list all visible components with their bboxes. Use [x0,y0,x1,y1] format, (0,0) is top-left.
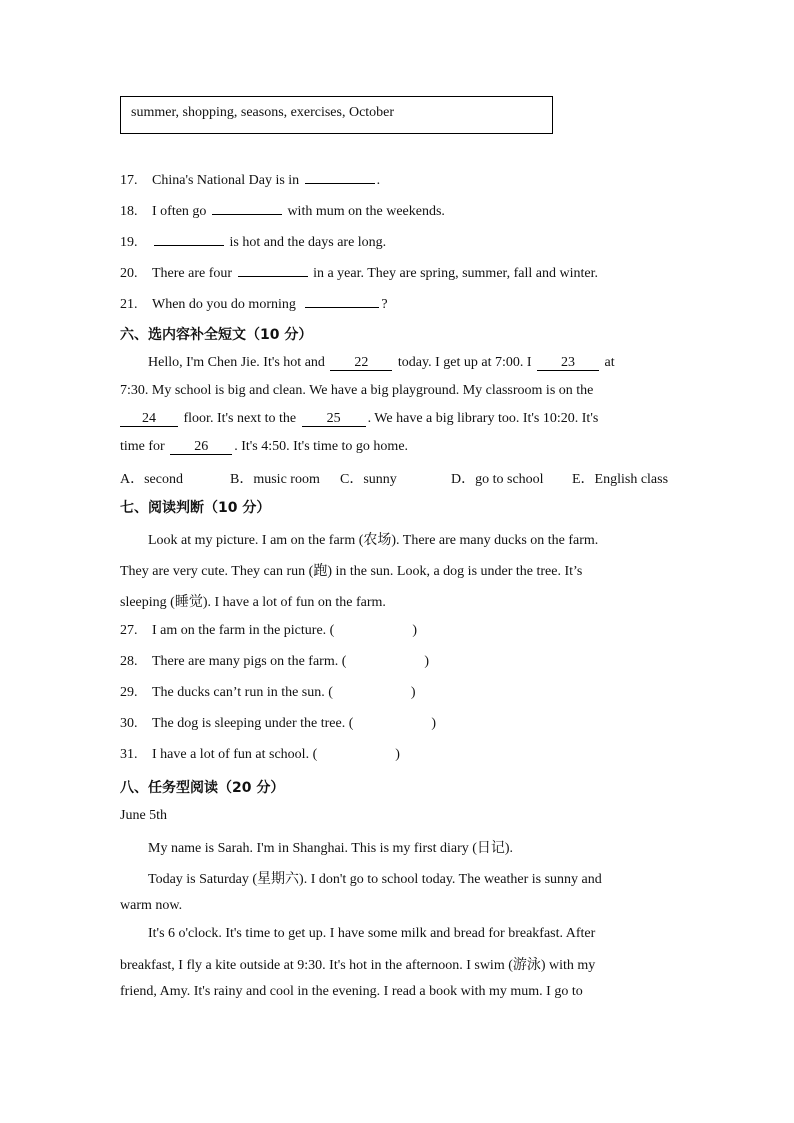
question-19: 19. is hot and the days are long. [120,232,386,251]
answer-blank[interactable] [305,170,375,184]
question-17: 17. China's National Day is in . [120,170,380,189]
blank-24[interactable]: 24 [120,411,178,427]
diary-date: June 5th [120,808,168,823]
diary-line: warm now. [120,898,183,913]
blank-26[interactable]: 26 [170,439,232,455]
section-6-title: 六、选内容补全短文（10 分） [120,327,313,343]
answer-blank[interactable] [305,294,379,308]
diary-line: breakfast, I fly a kite outside at 9:30. It's hot in the afternoon. I swim (游泳) with my [120,958,596,973]
option-list [120,468,668,488]
judgement-item: 31. I have a lot of fun at school. ( ) [120,747,400,762]
option-b: B．music room [230,472,320,487]
option-c: C．sunny [340,472,397,487]
judgement-item: 28. There are many pigs on the farm. ( ) [120,654,430,669]
answer-blank[interactable] [238,263,308,277]
option-e: E．English class [572,472,669,487]
reading-passage-line: They are very cute. They can run (跑) in the sun. Look, a dog is under the tree. It’s [120,564,583,579]
word-bank-text: summer, shopping, seasons, exercises, October [131,105,395,120]
passage-line: 24 floor. It's next to the 25 . We have a big library too. It's 10:20. It's [120,411,598,427]
question-21: 21. When do you do morning ? [120,294,388,313]
judgement-item: 29. The ducks can’t run in the sun. ( ) [120,685,416,700]
passage-line: time for 26 . It's 4:50. It's time to go home. [120,439,409,454]
blank-25[interactable]: 25 [302,411,366,427]
answer-blank[interactable] [212,201,282,215]
judgement-item: 30. The dog is sleeping under the tree. ( ) [120,716,437,731]
diary-line: It's 6 o'clock. It's time to get up. I have some milk and bread for breakfast. After [148,926,596,941]
answer-blank[interactable] [154,232,224,246]
diary-line: friend, Amy. It's rainy and cool in the evening. I read a book with my mum. I go to [120,984,583,999]
blank-22[interactable]: 22 [330,355,392,371]
passage-line: 7:30. My school is big and clean. We have a big playground. My classroom is on the [120,383,594,398]
option-d: D．go to school [451,472,544,487]
passage-line: Hello, I'm Chen Jie. It's hot and 22 today. I get up at 7:00. I 23 at [148,355,615,370]
blank-23[interactable]: 23 [537,355,599,371]
section-8-title: 八、任务型阅读（20 分） [120,780,285,796]
question-20: 20. There are four in a year. They are spring, summer, fall and winter. [120,263,598,282]
reading-passage-line: Look at my picture. I am on the farm (农场). There are many ducks on the farm. [148,533,599,548]
question-18: 18. I often go with mum on the weekends. [120,201,445,220]
option-a: A．second [120,472,183,487]
word-bank-box [120,96,553,134]
diary-line: Today is Saturday (星期六). I don't go to school today. The weather is sunny and [148,872,602,887]
section-7-title: 七、阅读判断（10 分） [120,500,271,516]
diary-line: My name is Sarah. I'm in Shanghai. This is my first diary (日记). [148,841,514,856]
reading-passage-line: sleeping (睡觉). I have a lot of fun on the farm. [120,595,386,610]
judgement-item: 27. I am on the farm in the picture. ( ) [120,623,417,638]
